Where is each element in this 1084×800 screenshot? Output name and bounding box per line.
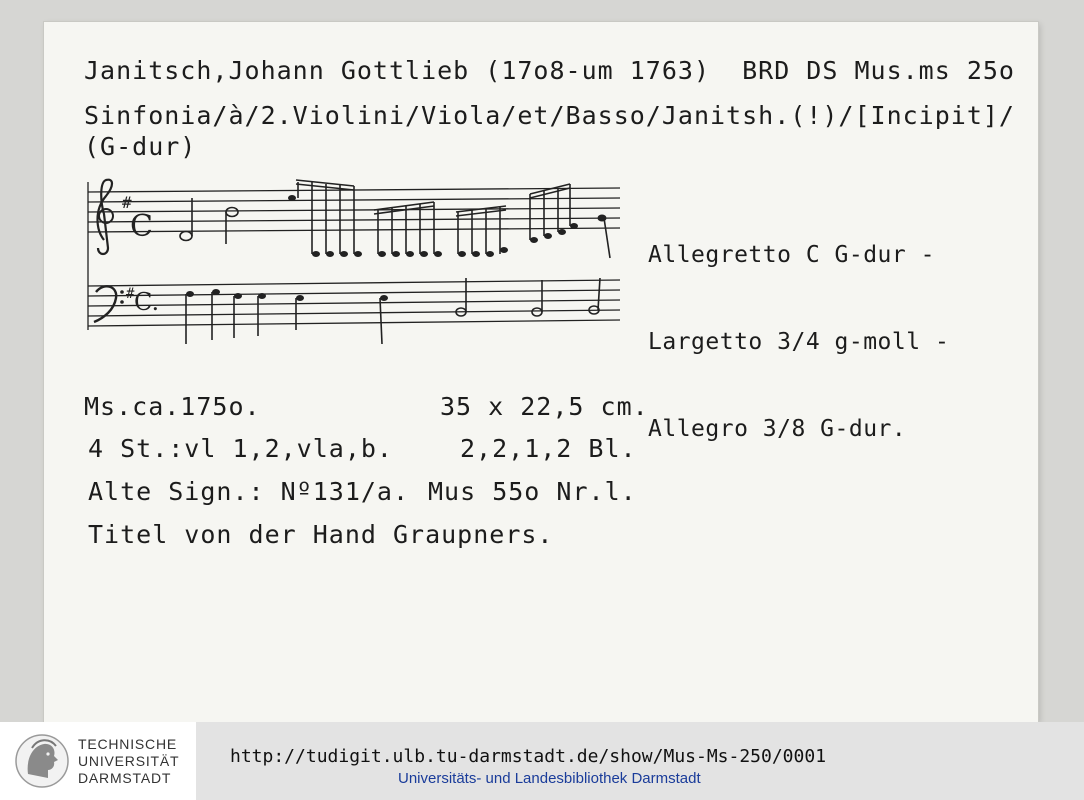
tempo-item: Largetto 3/4 g-moll -	[648, 329, 950, 355]
bass-staff	[88, 280, 620, 326]
bass-clef-icon	[94, 286, 124, 322]
footer-bar	[0, 722, 1084, 800]
leaves-line: 2,2,1,2 Bl.	[460, 434, 637, 463]
tempo-list	[648, 183, 949, 473]
treble-time-signature: C	[130, 209, 153, 244]
title-note-line: Titel von der Hand Graupners.	[88, 520, 554, 549]
card-key-line: (G-dur)	[84, 132, 197, 161]
logo-wordmark	[78, 736, 179, 787]
bass-time-signature: C.	[134, 288, 160, 316]
parts-line: 4 St.:vl 1,2,vla,b.	[88, 434, 393, 463]
tempo-item: Allegretto C G-dur -	[648, 242, 935, 268]
card-heading-line: Janitsch,Johann Gottlieb (17o8-um 1763) BRD DS Mus.ms 25o	[84, 56, 1015, 85]
logo-line: TECHNISCHE	[78, 736, 178, 752]
bass-key-signature: #	[126, 286, 135, 302]
logo-line: DARMSTADT	[78, 770, 172, 786]
logo-line: UNIVERSITÄT	[78, 753, 180, 769]
library-link[interactable]: Universitäts- und Landesbibliothek Darmstadt	[398, 770, 701, 787]
music-incipit	[84, 170, 644, 350]
date-line: Ms.ca.175o.	[84, 392, 261, 421]
tempo-item: Allegro 3/8 G-dur.	[648, 416, 907, 442]
permalink-url[interactable]: http://tudigit.ulb.tu-darmstadt.de/show/Mus-Ms-250/0001	[230, 746, 827, 767]
signature-line: Alte Sign.: Nº131/a.	[88, 477, 410, 506]
athena-head-seal-icon	[14, 730, 70, 792]
treble-key-signature: #	[122, 193, 132, 212]
tu-darmstadt-logo[interactable]	[0, 722, 196, 800]
mus-line: Mus 55o Nr.l.	[428, 477, 637, 506]
treble-clef-icon	[98, 180, 114, 254]
size-line: 35 x 22,5 cm.	[440, 392, 649, 421]
card-title-line: Sinfonia/à/2.Violini/Viola/et/Basso/Janitsh.(!)/[Incipit]/	[84, 101, 1015, 130]
